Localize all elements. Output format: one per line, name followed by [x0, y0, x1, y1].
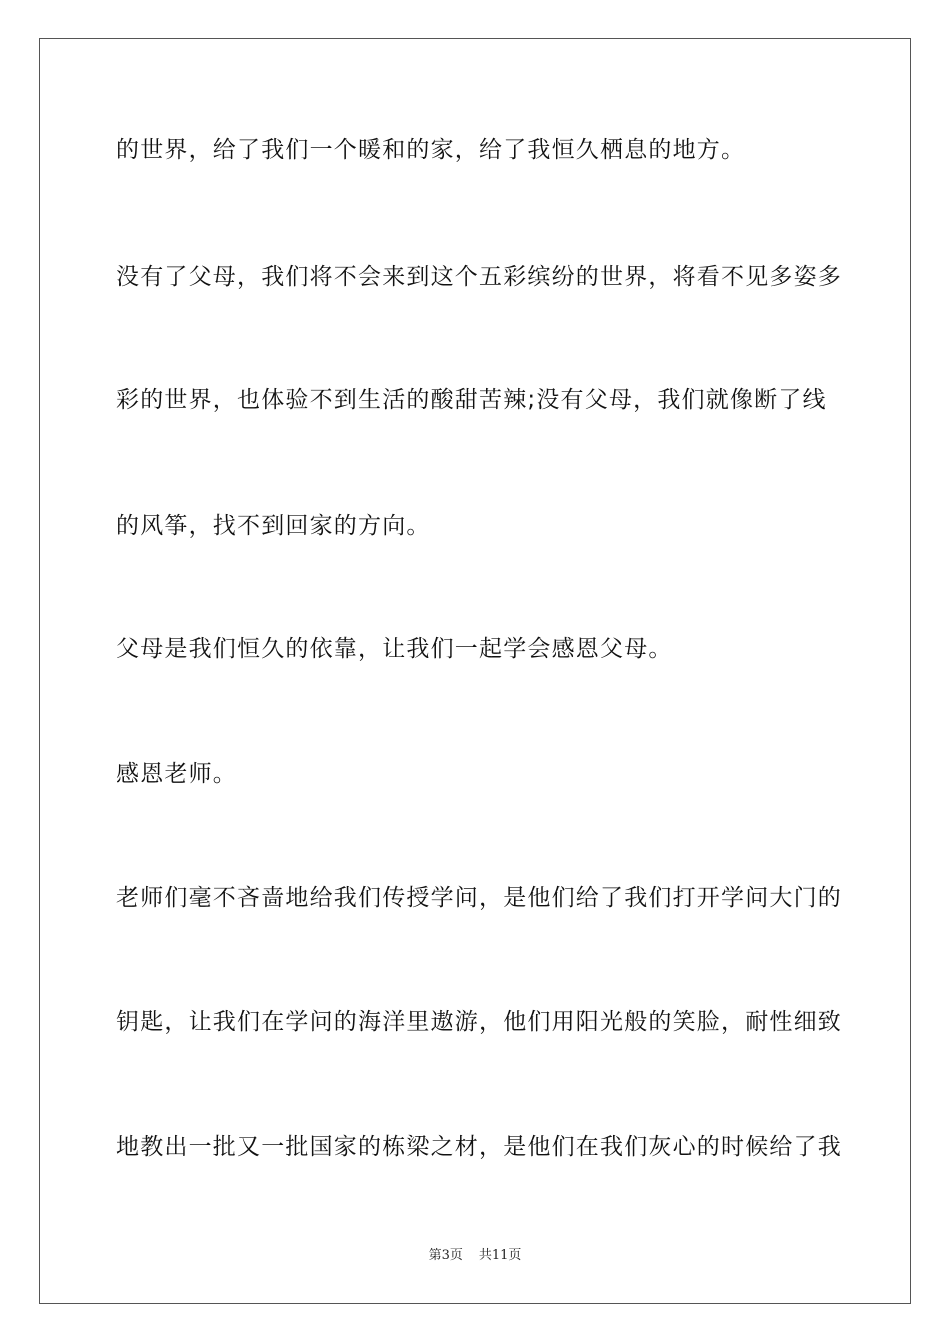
text-line-2: 没有了父母，我们将不会来到这个五彩缤纷的世界，将看不见多姿多	[116, 264, 842, 290]
text-line-7: 老师们毫不吝啬地给我们传授学问，是他们给了我们打开学问大门的	[116, 885, 842, 911]
text-line-3: 彩的世界，也体验不到生活的酸甜苦辣;没有父母，我们就像断了线	[116, 387, 827, 413]
text-line-8: 钥匙，让我们在学问的海洋里遨游，他们用阳光般的笑脸，耐性细致	[116, 1009, 842, 1035]
page-footer	[0, 1248, 950, 1264]
text-line-1: 的世界，给了我们一个暖和的家，给了我恒久栖息的地方。	[116, 137, 746, 163]
page-frame	[39, 38, 911, 1304]
page-number: 第3页	[428, 1248, 463, 1263]
text-line-4: 的风筝，找不到回家的方向。	[116, 513, 431, 539]
page-total: 共11页	[478, 1248, 522, 1263]
text-line-6: 感恩老师。	[116, 761, 237, 787]
text-line-9: 地教出一批又一批国家的栋梁之材，是他们在我们灰心的时候给了我	[116, 1134, 842, 1160]
text-line-5: 父母是我们恒久的依靠，让我们一起学会感恩父母。	[116, 636, 673, 662]
